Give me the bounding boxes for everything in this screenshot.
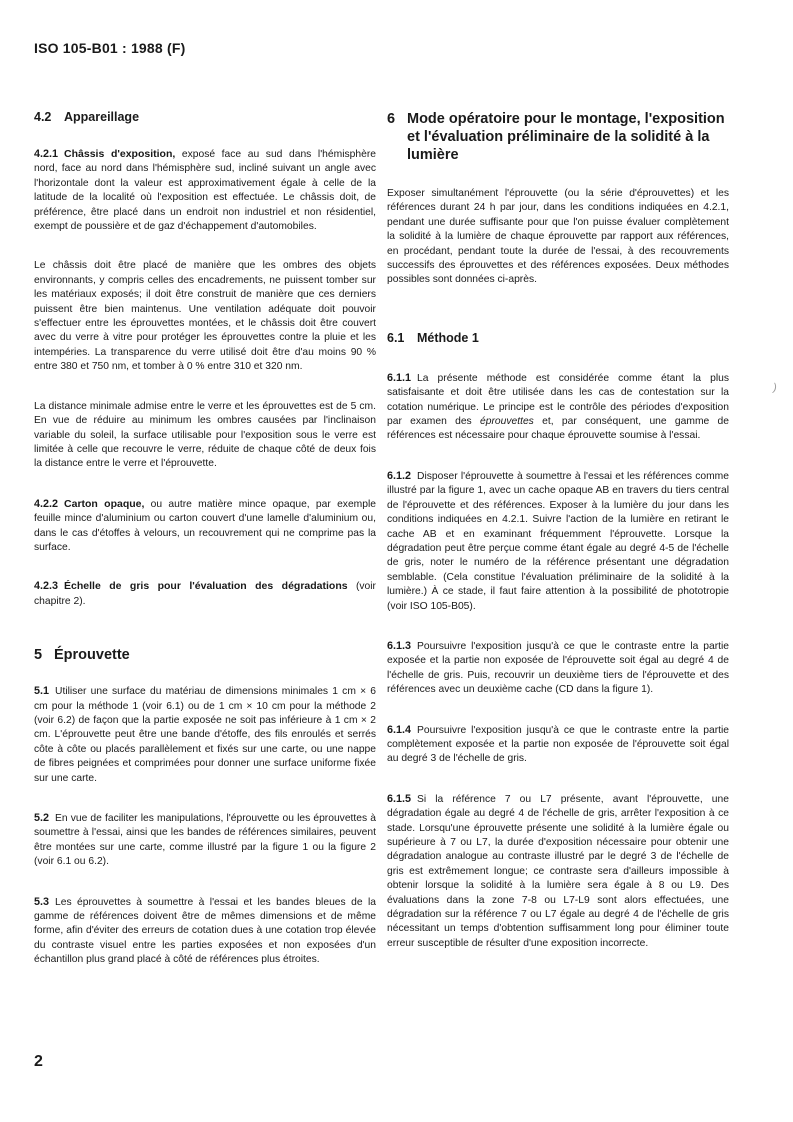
paragraph-text: ou autre matière mince opaque, par exemple feuille mince d'aluminium ou carton couvert d'une lamelle d'aluminium ou, dans le cas d'étoffes à velours, un recouvrement qui ne comprime pas la surface.: [34, 498, 376, 553]
paragraph-6-1-5: [387, 792, 729, 951]
clause-number: 5.2: [34, 812, 50, 824]
margin-mark: ): [771, 381, 778, 395]
section-number: 6.1: [387, 330, 405, 345]
paragraph-4-2-2: [34, 497, 376, 556]
section-heading-5: [34, 646, 376, 664]
paragraph-4-2-1-c: La distance minimale admise entre le verre et les éprouvettes est de 5 cm. En vue de réduire au minimum les ombres causées par l'inclinaison variable du soleil, la surface utilisable pour l'exposition sous le verre est limitée à celle que recouvre le verre, réduite de chaque côté de deux fois la distance entre le verre et l'éprouvette.: [34, 400, 376, 470]
document-header: ISO 105-B01 : 1988 (F): [34, 40, 186, 56]
paragraph-text: Poursuivre l'exposition jusqu'à ce que le contraste entre la partie exposée et la partie non exposée de l'éprouvette soit égal au degré 4 de l'échelle de gris. Puis, recouvrir un deuxième tiers de l'éprouvette et des références avec un deuxième cache (CD dans la figure 1).: [387, 640, 729, 696]
clause-number: 5.1: [34, 685, 50, 698]
clause-number: 6.1.4: [387, 723, 412, 736]
clause-number: 6.1.3: [387, 639, 412, 652]
paragraph-6-1-1: [387, 371, 729, 444]
paragraph-6-1-3: [387, 639, 729, 698]
section-number: 4.2: [34, 110, 52, 124]
paragraph-text: Si la référence 7 ou L7 présente, avant l'éprouvette, une dégradation égale au degré 4 de l'échelle de gris, arrêter l'exposition à ce stade. Lorsqu'une éprouvette présente une solidité à la lumière égale ou supérieure à 7 ou L7, la durée d'exposition nécessaire pour obtenir une dégradation analogue au contraste illustré par le degré 3 de l'échelle de gris est extrêmement longue; ce contraste sera d'ailleurs impossible à obtenir lorsque la solidité à la lumière sera égale à 8 ou L9. Des évaluations dans la zone 7-8 ou L7-L9 sont alors effectuées, une dégradation sur la référence 7 ou L7 égale au degré 4 de l'échelle de gris nécessitant un temps d'obtention suffisamment long pour éliminer toute erreur susceptible de résulter d'une exposition incorrecte.: [387, 793, 729, 949]
paragraph-5-1: [34, 684, 376, 786]
section-title: Méthode 1: [417, 330, 479, 345]
clause-number: 5.3: [34, 895, 50, 908]
paragraph-4-2-1: [34, 147, 376, 234]
section-title: Mode opératoire pour le montage, l'exposition et l'évaluation préliminaire de la solidité à la lumière: [407, 111, 725, 163]
clause-number: 6.1.2: [387, 469, 412, 482]
paragraph-text: Les éprouvettes à soumettre à l'essai et les bandes bleues de la gamme de références doivent être de mêmes dimensions et de même forme, afin d'éviter des erreurs de cotation dues à une cotation trop élevée du contraste visuel entre les parties exposées et non exposées d'un échantillon plus grand placé à côté de références plus étroites.: [34, 896, 376, 966]
paragraph-text: Utiliser une surface du matériau de dimensions minimales 1 cm × 6 cm pour la méthode 1 (voir 6.1) ou de 1 cm × 10 cm pour la méthode 2 (voir 6.2) de façon que la partie exposée ne soit pas inférieure à 1 cm × 2 cm. L'éprouvette peut être une bande d'étoffe, des fils enroulés et serrés côte à côte ou placés parallèlement et fixés sur une carte, ou une nappe de fibres peignées et comprimées pour donner une surface uniforme fixée sur une carte.: [34, 686, 376, 784]
paragraph-text: exposé face au sud dans l'hémisphère nord, face au nord dans l'hémisphère sud, incliné suivant un angle avec l'horizontale dont la valeur est approximativement égale à celle de la latitude de la localité où l'exposition est effectuée. Le châssis doit, de préférence, être placé dans un endroit non industriel et non résidentiel, exempt de poussière et de gaz d'échappement d'automobiles.: [34, 149, 376, 233]
paragraph-text: Poursuivre l'exposition jusqu'à ce que le contraste entre la partie complètement exposée et la partie non exposée de l'éprouvette soit égal au degré 3 de l'échelle de gris.: [387, 724, 729, 765]
paragraph-text: En vue de faciliter les manipulations, l'éprouvette ou les éprouvettes à soumettre à l'essai, ainsi que les bandes de références similaires, peuvent être montées sur une carte, comme illustré par la figure 1 ou la figure 2 (voir 6.1 ou 6.2).: [34, 813, 376, 868]
paragraph-text: et, par conséquent, une gamme de références est nécessaire pour chaque éprouvette soumise à l'essai.: [387, 416, 730, 442]
section-heading-6: [387, 110, 729, 164]
paragraph-text: Disposer l'éprouvette à soumettre à l'essai et les références comme illustré par la figure 1, avec un cache opaque AB en travers du tiers central de l'éprouvette et des références. Exposer à la lumière du jour dans les conditions indiquées en 4.2.1. Suivre l'action de la lumière en retirant le cache AB et en examinant fréquemment l'éprouvette. Lorsque la dégradation peut être perçue comme étant égale au degré 4-5 de l'échelle de gris, noter le numéro de la référence présentant une dégradation semblable. (Cela constitue l'évaluation préliminaire de la solidité à la lumière.) À ce stade, il faut faire attention à la possibilité de phototropie (voir ISO 105-B05).: [387, 470, 729, 612]
paragraph-text: (voir chapitre 2).: [34, 581, 376, 607]
clause-number: 6.1.5: [387, 792, 412, 805]
left-column: [34, 110, 376, 968]
paragraph-text: La présente méthode est considérée comme étant la plus satisfaisante et doit être utilisée dans les cas de contestation sur la cotation numérique. Le principe est le contrôle des périodes d'exposition par examen des: [387, 372, 729, 428]
paragraph-6-1-2: [387, 469, 729, 614]
section-number: 5: [34, 647, 43, 664]
section-number: 6: [387, 111, 396, 127]
paragraph-4-2-3: [34, 579, 376, 609]
page-number: 2: [34, 1053, 43, 1070]
section-title: Appareillage: [64, 110, 140, 124]
clause-keyword: Échelle de gris pour l'évaluation des dégradations: [64, 580, 348, 593]
emphasis-text: éprouvettes: [480, 416, 534, 428]
paragraph-6-1-4: [387, 723, 729, 767]
paragraph-5-3: [34, 895, 376, 968]
clause-keyword: Carton opaque,: [64, 497, 145, 510]
paragraph-4-2-1-b: Le châssis doit être placé de manière que les ombres des objets environnants, y compris celles des encadrements, ne puissent tomber sur les matériaux exposés; il doit être construit de manière que ces derniers puissent être bien maintenus. Une ventilation adéquate doit pouvoir s'effectuer entre les éprouvettes montées, et le châssis doit être couvert avec du verre à vitre pour protéger les éprouvettes contre la pluie et les intempéries. La transparence du verre utilisé doit être d'au moins 90 % entre 380 et 750 nm, et tomber à 0 % entre 310 et 320 nm.: [34, 260, 376, 373]
clause-number: 6.1.1: [387, 371, 412, 384]
right-column: [387, 110, 729, 951]
section-title: Éprouvette: [54, 647, 130, 664]
section-heading-6-1: [387, 331, 729, 345]
clause-number: 4.2.3: [34, 580, 59, 593]
paragraph-6-intro: Exposer simultanément l'éprouvette (ou la série d'éprouvettes) et les références durant 24 h par jour, dans les conditions indiquées en 4.2.1, pendant une durée suffisante pour que l'on puisse évaluer complètement la solidité à la lumière de chaque éprouvette par rapport aux références, en procédant, pendant toute la durée de l'essai, à des recouvrements successifs des éprouvettes et des références exposées. Deux méthodes possibles sont données ci-après.: [387, 188, 729, 286]
clause-number: 4.2.1: [34, 148, 59, 160]
section-heading-4-2: [34, 110, 376, 124]
clause-keyword: Châssis d'exposition,: [64, 148, 176, 160]
paragraph-5-2: [34, 811, 376, 870]
clause-number: 4.2.2: [34, 497, 59, 510]
